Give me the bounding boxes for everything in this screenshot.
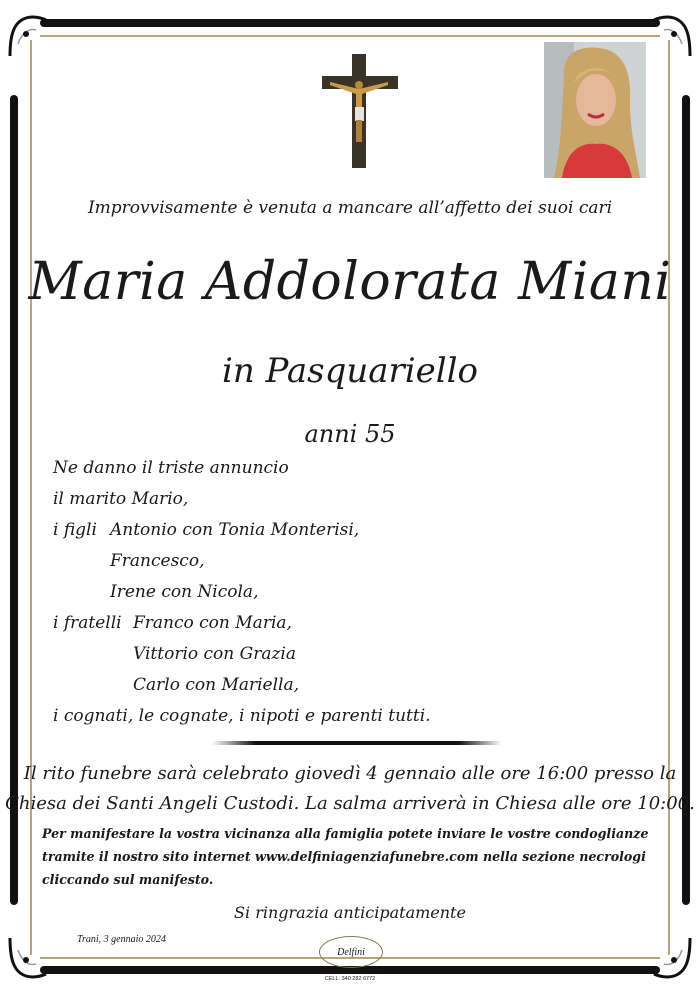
child-entry: Irene con Nicola, <box>110 582 259 602</box>
sibling-entry: Franco con Maria, <box>133 613 292 633</box>
corner-ornament-icon <box>6 14 52 60</box>
sibling-entry: Carlo con Mariella, <box>133 675 300 695</box>
deceased-name: Maria Addolorata Miani <box>28 252 672 312</box>
frame-gold-line-left <box>30 40 32 955</box>
siblings-label: i fratelli <box>53 613 122 633</box>
corner-ornament-icon <box>648 14 694 60</box>
announcement-line: Ne danno il triste annuncio <box>53 458 289 478</box>
place-date: Trani, 3 gennaio 2024 <box>77 934 166 945</box>
crucifix-icon <box>320 52 400 170</box>
agency-phone: AGENZIA 0883 481 608 <box>320 969 380 975</box>
divider <box>212 741 502 745</box>
corner-ornament-icon <box>648 934 694 980</box>
agency-logo <box>315 932 385 990</box>
sibling-entry: Vittorio con Grazia <box>133 644 296 664</box>
relatives-line: i cognati, le cognate, i nipoti e parenti tutti. <box>53 706 431 726</box>
husband-line: il marito Mario, <box>53 489 189 509</box>
agency-cell: CELL. 340 282 6772 <box>324 976 376 982</box>
condolence-text-line: cliccando sul manifesto. <box>42 872 214 887</box>
agency-logo-mark: Delfini <box>319 936 383 968</box>
thanks-text: Si ringrazia anticipatamente <box>234 903 466 922</box>
frame-gold-line-top <box>40 35 660 37</box>
rite-text-line: Il rito funebre sarà celebrato giovedì 4 gennaio alle ore 16:00 presso la <box>23 763 677 784</box>
deceased-photo <box>544 42 646 178</box>
deceased-age: anni 55 <box>304 420 396 448</box>
frame-top-bar <box>40 19 660 27</box>
rite-text-line: Chiesa dei Santi Angeli Custodi. La salma arriverà in Chiesa alle ore 10:00. <box>5 793 695 814</box>
child-entry: Antonio con Tonia Monterisi, <box>110 520 360 540</box>
intro-text: Improvvisamente è venuta a mancare all’affetto dei suoi cari <box>87 198 613 218</box>
children-label: i figli <box>53 520 97 540</box>
corner-ornament-icon <box>6 934 52 980</box>
condolence-text-line: Per manifestare la vostra vicinanza alla famiglia potete inviare le vostre condoglianze <box>42 826 649 841</box>
child-entry: Francesco, <box>110 551 205 571</box>
frame-gold-line-right <box>668 40 670 955</box>
married-name: in Pasquariello <box>221 351 479 391</box>
condolence-text-line: tramite il nostro sito internet www.delfiniagenziafunebre.com nella sezione necrologi <box>42 849 646 864</box>
